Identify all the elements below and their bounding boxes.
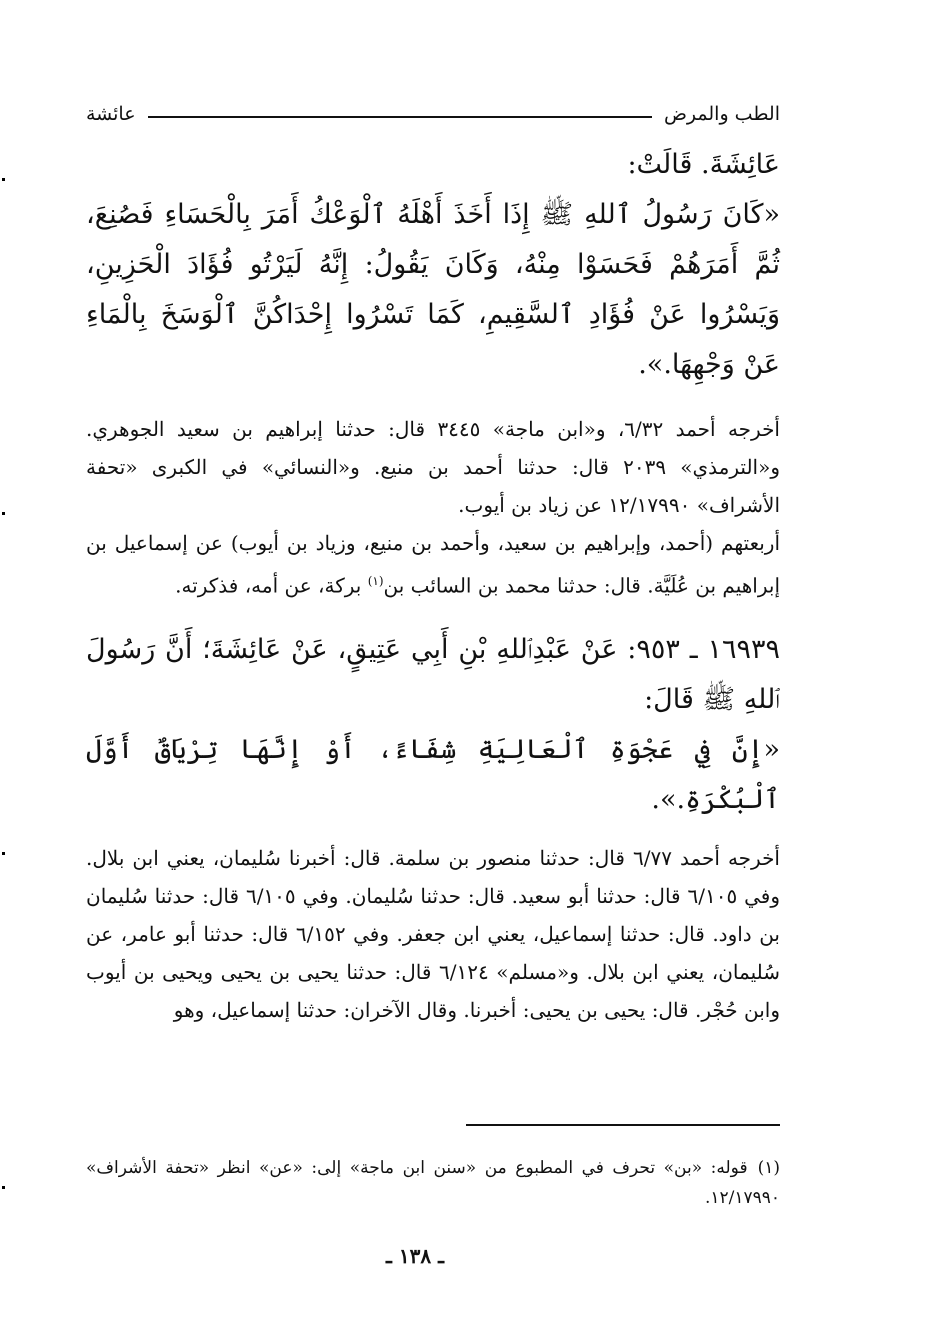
hadith-text-1: «كَانَ رَسُولُ ٱللهِ ﷺ إِذَا أَخَذَ أَهْلَهُ ٱلْوَعْكُ أَمَرَ بِالْحَسَاءِ فَصُنِعَ، ثُمَّ أَمَرَهُمْ فَحَسَوْا مِنْهُ، وَكَانَ يَقُولُ: إِنَّهُ لَيَرْتُو فُؤَادَ الْحَزِينِ، وَيَسْرُوا عَنْ فُؤَادِ ٱلسَّقِيمِ، كَمَا تَسْرُوا إِحْدَاكُنَّ ٱلْوَسَخَ بِالْمَاءِ عَنْ وَجْهِهَا.». (86, 199, 780, 380)
takhrij-1: أخرجه أحمد ٦/٣٢، و«ابن ماجة» ٣٤٤٥ قال: حدثنا إبراهيم بن سعيد الجوهري. و«الترمذي» ٢٠٣٩ قال: حدثنا أحمد بن منيع. و«النسائي» في الكبرى «تحفة الأشراف» ١٢/١٧٩٩٠ عن زياد بن أيوب. (86, 417, 781, 517)
scan-mark (2, 512, 5, 515)
hadith-text-2: «إِنَّ فِي عَجْوَةِ ٱلْعَالِيَةِ شِفَاءً، أَوْ إِنَّهَا تِرْيَاقٌ أَوَّلَ ٱلْبُكْرَةِ.». (86, 733, 780, 815)
takhrij-2-end: بركة، عن أمه، فذكرته. (175, 573, 368, 598)
takhrij-3: أخرجه أحمد ٦/٧٧ قال: حدثنا منصور بن سلمة. قال: أخبرنا سُليمان، يعني ابن بلال. وفي ٦/١٠٥ قال: حدثنا أبو سعيد. قال: حدثنا سُليمان. وفي ٦/١٠٥ قال: حدثنا سُليمان بن داود. قال: حدثنا إسماعيل، يعني ابن جعفر. وفي ٦/١٥٢ قال: حدثنا أبو عامر، عن سُليمان، يعني ابن بلال. و«مسلم» ٦/١٢٤ قال: حدثنا يحيى بن يحيى ويحيى بن أيوب وابن حُجْر. قال: يحيى بن يحيى: أخبرنا. وقال الآخران: حدثنا إسماعيل، وهو (86, 845, 781, 1022)
hadith-heading-16939: ١٦٩٣٩ ـ ٩٥٣: عَنْ عَبْدِٱللهِ بْنِ أَبِي عَتِيقٍ، عَنْ عَائِشَةَ؛ أَنَّ رَسُولَ ٱللهِ ﷺ قَالَ: (86, 633, 781, 715)
takhrij-2-main: أربعتهم (أحمد، وإبراهيم بن سعيد، وأحمد بن منيع، وزياد بن أيوب) عن إسماعيل بن إبراهيم بن عُلَيَّة. قال: حدثنا محمد بن السائب بن (86, 531, 780, 598)
footnote-separator (466, 1124, 780, 1126)
page-number: ـ ١٣٨ ـ (386, 1244, 444, 1268)
takhrij-2 (86, 524, 780, 605)
scan-mark (2, 852, 5, 855)
narration-intro: عَائِشَةَ. قَالَتْ: (627, 149, 780, 180)
header-rule (148, 116, 652, 118)
scan-mark (2, 1186, 5, 1189)
header-book-title: الطب والمرض (663, 103, 780, 125)
footnote-text: قوله: «بن» تحرف في المطبوع من «سنن ابن ماجة» إلى: «عن» انظر «تحفة الأشراف» ١٢/١٧٩٩٠. (86, 1158, 780, 1208)
footnote (86, 1153, 780, 1213)
main-text (86, 140, 780, 1029)
scan-mark (2, 178, 5, 181)
footnote-ref: (١) (367, 574, 384, 588)
footnote-number: (١) (757, 1158, 780, 1178)
header-section-title: عائشة (86, 103, 136, 125)
running-header (86, 98, 780, 130)
